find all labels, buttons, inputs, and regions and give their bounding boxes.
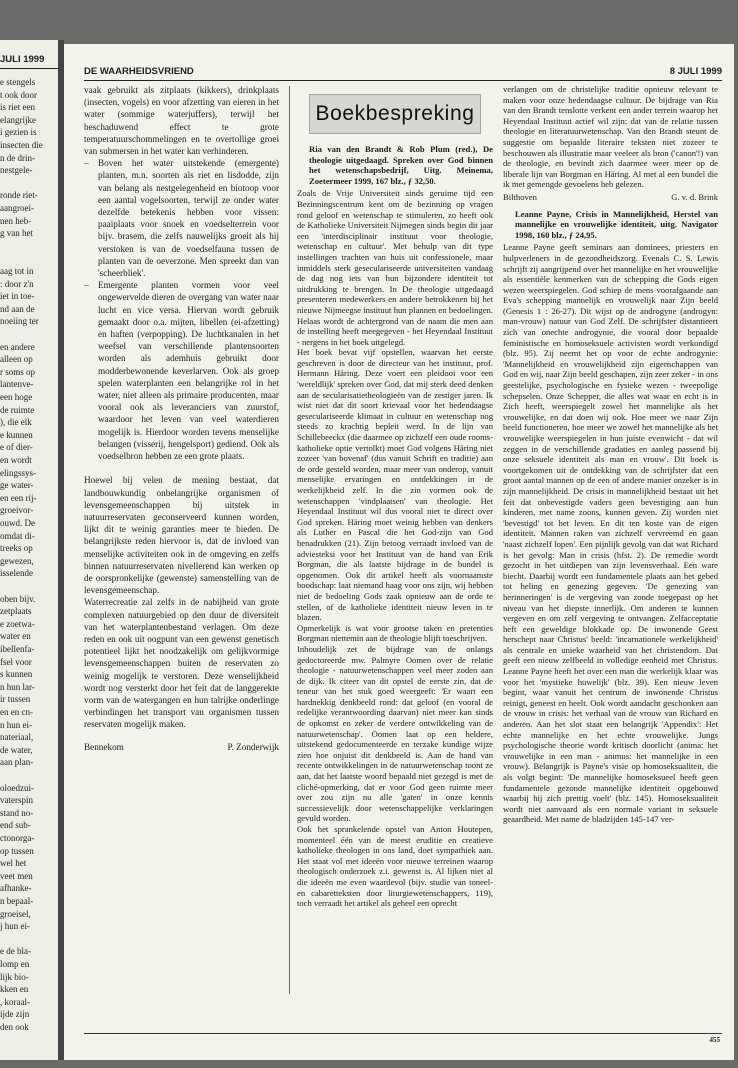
left-page-fragment: nestgele- <box>0 165 33 176</box>
left-page-fragment: iet in toe- <box>0 291 35 302</box>
left-page-fragment: nateriaal, <box>0 732 34 743</box>
left-page-fragment: noeiing ter <box>0 316 39 327</box>
review-paragraph: verlangen om de christelijke traditie opnieuw relevant te maken voor onze hedendaagse cultuur. De bijdrage van Ria van den Brandt tenslotte verkent een ander terrein waarop het Heyendaal Instituut actief wil zijn: dat van de relatie tussen theologie en literatuurwetenschap. Van den Brandt steunt de suggestie om bepaalde literaire teksten niet zozeer te beschouwen als illustratie maar veeleer als bron ('canon'!) van de theologie, en bevindt zich daarmee weer meer op de liberale lijn van Borgman en Häring. Al met al een bundel die ik met gemengde gevoelens heb gelezen. <box>503 84 718 190</box>
left-page-fragment: r soms op <box>0 366 36 377</box>
left-page-fragment: n bepaal- <box>0 896 34 906</box>
left-page-fragment: end sub- <box>0 820 31 831</box>
left-page-fragment: e of dier- <box>0 442 33 453</box>
left-page-fragment: ijde zijn <box>0 1009 30 1020</box>
col3-signature <box>503 192 718 203</box>
column-divider <box>289 86 290 994</box>
left-page-fragment: aangroei- <box>0 203 34 213</box>
publication-name: DE WAARHEIDSVRIEND <box>84 66 194 77</box>
left-page-fragment: de ruimte <box>0 404 35 415</box>
left-page-fragment: n de drin- <box>0 152 35 163</box>
book-title: Ria van den Brandt & Rob Plum (red.), De theologie uitgedaagd. Spreken over God binnen het wetenschapsbedrijf, Uitg. Meinema, Zoetermeer 1999, 167 blz., ƒ 32,50. <box>309 144 493 186</box>
left-page-fragment: ibellenfa- <box>0 644 35 654</box>
signature-author: P. Zonderwijk <box>227 741 279 752</box>
col1-intro: vaak gebruikt als zitplaats (kikkers), drinkplaats (insecten, vogels) en voor afzetting van eieren in het water (sommige waterjuffers), terwijl het beschaduwend effect te grote temperatuurschommelingen en te overtollige groei van submersen in het water kan verhinderen. <box>84 85 279 157</box>
left-page-fragment: groeivor- <box>0 505 34 516</box>
left-page-fragment: ), die elk <box>0 417 32 428</box>
left-page-fragment: water en <box>0 631 31 642</box>
signature-place: Bilthoven <box>503 191 537 202</box>
left-page-rule <box>0 68 58 69</box>
issue-date: 8 JULI 1999 <box>669 66 722 77</box>
left-page-fragment: n hun lar- <box>0 681 35 692</box>
left-page-fragment: j hun ei- <box>0 921 30 932</box>
left-page-fragment: veet men <box>0 870 33 881</box>
left-page-fragment: aan plan- <box>0 757 34 768</box>
col1-signature <box>84 741 279 753</box>
col1-paragraph: Waterrecreatie zal zelfs in de nabijheid van grote complexen natuurgebied op den duur de diversiteit van het waterplantenbestand verlagen. Om deze reden en ook uit oogpunt van een gewenst genetisch potentieel lijkt het noodzakelijk om gelijkvormige levensgemeenschappen buiten de reservaten zo weinig mogelijk te verstoren. Deze wenselijkheid wordt nog versterkt door het feit dat de langgerekte vorm van de watergangen en hun talrijke onderlinge verbindingen het transport van organismen tussen reservaten mogelijk maken. <box>84 597 279 730</box>
review-paragraph: Opmerkelijk is wat voor grootse taken en pretenties Borgman niettemin aan de theologie blijft toeschrijven. <box>297 622 493 644</box>
left-page-fragment: en wordt <box>0 455 32 465</box>
left-page-fragment: afhanke- <box>0 883 32 894</box>
left-page-fragment: kken en <box>0 984 29 995</box>
section-banner: Boekbespreking <box>309 94 481 134</box>
left-page-fragment: een hoge <box>0 392 33 402</box>
left-page-header: JULI 1999 <box>0 54 45 65</box>
left-page-fragment: vaterspin <box>0 795 33 806</box>
review-paragraph: Leanne Payne geeft seminars aan dominees, priesters en hulpverleners in de gezondheidszorg. Evenals C. S. Lewis schrijft zij aangrijpend over het mannelijke en het vrouwelijke als essentiële kenmerken van de schepping die Gods eigen wezen weerspiegelen. God schiep de mens voorafgaande aan Eva's schepping mannelijk en vrouwelijk naar Zijn beeld (Genesis 1 : 26-27). Dit wijst op de androgyne (androgyn: man-vrouw) natuur van God Zelf. De schrijfster distantieert zich van onechte androgynie, die vooral door bepaalde feministische en homoseksuele activisten wordt verkondigd (blz. 95). Zij neemt het op voor de echte androgynie: 'Mannelijkheid en vrouwelijkheid zijn eigenschappen van God en wij, naar Zijn beeld geschapen, zijn zeer zeker - in ons geestelijke, psychologische en fysieke wezen - tweepolige schepselen. Onze Schepper, die alles wat waar en echt is in Zich heeft, weerspiegelt zowel het mannelijke als het vrouwelijke, en dat doen wij ook. Hoe meer we naar Zijn beeld functioneren, hoe meer we zowel het mannelijke als het vrouwelijke weerspiegelen in hun juiste evenwicht - dat wil zeggen in de verschillende gradaties en aanleg passend bij onze seksuele identiteit als man en vrouw'. Dit boek is voortgekomen uit de ontdekking van de schrijfster dat een groot aantal mannen op de een of andere manier onzeker is in zijn mannelijkheid. De crisis in mannelijkheid bestaat uit het feit dat onbevestigde vaders geen bevestiging aan hun kinderen, met name zoons, kunnen geven. Zij worden niet 'bevestigd' tot het leven. En dit ten koste van de eigen identiteit. Mannen raken van zichzelf vervreemd en gaan 'naast zichzelf lopen'. Een pijnlijk gevolg van dat wat Richard is het gevolg: Man in crisis (hfst. 2). De remedie wordt gezocht in het uitdiepen van zijn levensverhaal. Een ware biecht. Daarbij wordt een fundamentele plaats aan het gebed tot heling en genezing gegeven. 'De genezing van herinneringen' is de vergeving van zonde toegepast op het niveau van het diepste innerlijk. Om anderen te kunnen vergeven en om zelf vergeving te ontvangen. Zelfacceptatie heft een geweldige blokkade op. De inwonende Geest herschept naar Christus' beeld: 'incarnationele werkelijkheid' als centrale en unieke waarheid van het christendom. Dat geeft een nieuw zelfbeeld in volledige eenheid met Christus. Leanne Payne heeft het over een man die werkelijk klaar was voor het 'mystieke huwelijk' (blz. 39). Een nieuw leven begint, waar vanuit het centrum de inwonende Christus reinigt, geneest en heelt. Ook wordt aandacht geschonken aan de vrouw in crisis: het verhaal van de vrouw van Richard en anderen. Aan het slot staat een belangrijk 'Appendix': Het echte mannelijke en het echte vrouwelijke. Jungs psychologische theorie wordt kritisch doorlicht (anima: het vrouwelijke in een man - animus: het mannelijke in een vrouw). Belangrijk is Payne's visie op homoseksualiteit, die als volgt begint: 'De mannelijke homoseksueel heeft geen fundamentele gezonde mannelijke identiteit opgebouwd waarbij hij zich prettig voelt' (blz. 145). Homoseksualiteit wordt niet aanvaard als een normale variant in seksuele geaardheid. Met name de bladzijden 145-147 ver- <box>503 242 718 825</box>
left-page-fragment: omdat di- <box>0 530 35 541</box>
col1-list-item: – Emergente planten vormen voor veel ongewervelde dieren de overgang van water naar lucht en vice versa. Hiervan wordt gebruik gemaakt door o.a. mijten, libellen (ei-afzetting) en haften (verpopping). De luchtkanalen in het weefsel van verschillende plantensoorten worden als ademhuis gebruikt door modderbewonende keverlarven. Ook als groep spelen waterplanten een belangrijke rol in het water, niet alleen als primaire producenten, maar vooral ook als leveranciers van zuurstof, waardoor het leven van veel waterdieren mogelijk is. Hierdoor worden tevens menselijke belangen (visserij, hengelsport) gediend. Ook als voedselbron hebben ze een grote plaats. <box>84 279 279 462</box>
left-page-fragment: alleen op <box>0 354 33 365</box>
signature-author: G. v. d. Brink <box>671 191 718 202</box>
left-page-fragment: de water, <box>0 744 33 755</box>
left-page-fragment: isselende <box>0 568 33 579</box>
left-page-fragment: t ook door <box>0 89 37 100</box>
book-title: Leanne Payne, Crisis in Mannelijkheid, Herstel van mannelijke en vrouwelijke identiteit, uitg. Navigator 1998, 160 blz., ƒ 24,95. <box>515 208 718 240</box>
left-page-fragment: e stengels <box>0 77 36 87</box>
left-page-fragment: g van het <box>0 228 33 239</box>
page-number: 455 <box>709 1036 720 1044</box>
review-paragraph: Ook het sprankelende opstel van Anton Houtepen, momenteel één van de meest eruditie en creatieve katholieke theologen in ons land, doet sympathiek aan. Het staat vol met ideeën voor nieuwe terreinen waarop theologisch onderzoek z.i. gewenst is. Al lijken niet al die ideeën me even waardevol (bijv. studie van toneel- en cabaretteksten door liturgiewetenschappers, 119), toch verraadt het artikel als geheel een oprecht <box>297 824 493 909</box>
left-page-fragment: nd aan de <box>0 303 35 314</box>
left-page-fragment: is riet een <box>0 102 35 113</box>
left-page-fragment: nen heb- <box>0 215 32 226</box>
left-page-fragment: ouwd. De <box>0 518 35 528</box>
left-page-fragment: s kunnen <box>0 669 33 680</box>
left-page-fragment: e zoetwa- <box>0 618 35 629</box>
left-page-fragment: elangrijke <box>0 114 36 125</box>
left-page-fragment: fsel voor <box>0 656 32 667</box>
left-page-fragment: treeks op <box>0 543 33 554</box>
review-paragraph: Inhoudelijk zet de bijdrage van de onlangs gedoctoreerde mw. Palmyre Oomen over de relatie theologie - natuurwetenschappen veel meer zoden aan de dijk. Ik citeer van dit opstel de eerste zin, dat de teneur van het stuk goed weergeeft: 'Er waart een hardnekkig denkbeeld rond: dat geloof (en vooral de redelijke verantwoording daarvan) niet meer kan sinds de opkomst en zeker de verdere ontwikkeling van de natuurwetenschap'. Oomen laat op een heldere, uitstekend gedocumenteerde en terzake kundige wijze zien hoe onjuist dit denkbeeld is. Aan de hand van recente ontwikkelingen in de natuurwetenschap toont ze aan, dat het laatste woord bepaald niet gezegd is met de cliché-opmerking, dat er voor God geen ruimte meer over zou zijn nu alle 'gaten' in onze kennis successievelijk door wetenschappelijke verklaringen gevuld worden. <box>297 643 493 824</box>
left-page-fragment: gewezen, <box>0 555 34 566</box>
left-page-fragment: i gezien is <box>0 127 37 138</box>
signature-place: Bennekom <box>84 741 124 752</box>
left-page-fragment: wel het <box>0 858 27 869</box>
left-facing-page <box>0 40 58 1060</box>
left-page-fragment: lijk bio- <box>0 971 29 982</box>
left-page-fragment: zetplaats <box>0 606 32 617</box>
left-page-fragment: e de bla- <box>0 946 31 957</box>
left-page-fragment: n hun ei- <box>0 719 32 730</box>
left-page-fragment: en een rij- <box>0 492 37 503</box>
column-2 <box>297 92 493 1012</box>
left-page-fragment: lantenve- <box>0 379 34 390</box>
bottom-rule <box>84 1033 722 1034</box>
left-page-fragment: : door z'n <box>0 278 34 289</box>
left-page-fragment: en andere <box>0 341 35 352</box>
newspaper-page <box>64 44 734 1060</box>
left-page-fragment: oben bijv. <box>0 593 36 604</box>
column-3 <box>503 84 718 1014</box>
left-page-fragment: insecten die <box>0 140 43 150</box>
left-page-fragment: aag tot in <box>0 266 34 276</box>
review-paragraph: Het boek bevat vijf opstellen, waarvan het eerste geschreven is door de directeur van het instituut, prof. Hermann Häring. Deze voert een pleidooi voor een 'wereldlijk' spreken over God, dat mij sterk deed denken aan de secularisatietheologieën van de zestiger jaren. Ik wist niet dat dit soort krievaal voor het hedendaagse geseculariseerde klimaat in cultuur en wetenschap nog steeds zo krachtig bepleit werd. In de lijn van Schillebeeckx (die daarmee op zichzelf een oude rooms-katholieke optie vertolkt) moet God volgens Häring niet zozeer 'van bovenaf' (dus vanuit Schrift en traditie) aan de orde gesteld worden, maar meer van onderop, vanuit menselijke ervaringen en ontdekkingen in de werkelijkheid zelf. In die zin vormen ook de wetenschappen 'vindplaatsen' van theologie. Het Heyendaal Instituut wil dus vooral niet te direct over God spreken. Häring moet weinig hebben van denkers als Luther en Pascal die het God-zijn van God benadrukken (21). Zijn betoog verraadt invloed van de adviesteksi voor het Instituut van de hand van Erik Borgman, die als laatste bijdrage in de bundel is opgenomen. Ook dit artikel heeft als voornaamste boodschap: laat niemand haag voor ons zijn, wij hebben niet de bedoeling Gods zaak opnieuw aan de orde te stellen, of de katholieke identiteit nieuw leven in te blazen. <box>297 347 493 623</box>
left-page-fragment: e kunnen <box>0 429 33 440</box>
left-page-fragment: op tussen <box>0 845 34 856</box>
left-page-fragment: oloedzui- <box>0 782 34 793</box>
left-page-fragment: lomp en <box>0 959 30 969</box>
left-page-fragment: , koraal- <box>0 996 30 1007</box>
left-page-fragment: ir tussen <box>0 694 31 705</box>
left-page-fragment: elingssys- <box>0 467 36 478</box>
left-page-fragment: stand no- <box>0 807 34 818</box>
left-page-fragment: ge water- <box>0 480 34 491</box>
col1-paragraph: Hoewel bij velen de mening bestaat, dat landbouwkundig onbelangrijke organismen of levensgemeenschappen bij uitstek in natuurreservaten geconserveerd kunnen worden, lijkt dit te weinig garanties meer te bieden. De belangrijkste reden hiervoor is, dat de invloed van menselijke activiteiten ook in de omgeving en zelfs binnen natuurreservaten nivellerend kan werken op de oorspronkelijke (gewenste) samenstelling van de levensgemeenschap. <box>84 475 279 596</box>
col1-list-item: – Boven het water uitstekende (emergente) planten, m.n. soorten als riet en lisdodde, zijn van belang als nestgelegenheid en biotoop voor een aantal vogelsoorten, terwijl ze onder water dezelfde betekenis hebben voor vissen: paaiplaats voor snoek en voedselterrein voor bijv. brasem, die zelfs nauwelijks groeit als hij verstoken is van de voedselfauna tussen de planten van de oeverzone. Men spreekt dan van 'scheerbliek'. <box>84 157 279 279</box>
left-page-fragment: en en cn- <box>0 707 33 717</box>
header-rule <box>84 80 722 81</box>
left-page-fragment: ctonorga- <box>0 833 35 843</box>
left-page-fragment: ronde riet- <box>0 190 38 201</box>
column-1 <box>84 84 279 1004</box>
review-paragraph: Zoals de Vrije Universiteit sinds geruime tijd een Bezinningscentrum kent om de bezinning op vragen rond geloof en wetenschap te stimuleren, zo heeft ook de Katholieke Universiteit Nijmegen sinds begin dit jaar een 'interdisciplinair instituut voor theologie, wetenschap en cultuur'. Met behulp van dit type instellingen trachten van huis uit confessionele, maar inmiddels sterk geseculariseerde universiteiten vandaag de dag nog iets van hun bijzondere identiteit tot uitdrukking te brengen. In De theologie uitgedaagd presenteren medewerkers en andere betrokkenen bij het nieuwe Nijmeegse instituut hun plannen en bedoelingen. Helaas wordt de achtergrond van de naam die men aan de instelling heeft meegegeven - het Heyendaal Instituut - nergens in het boek uitgelegd. <box>297 188 493 347</box>
left-page-fragment: den ook <box>0 1022 29 1032</box>
left-page-fragment: groeisel, <box>0 908 31 919</box>
